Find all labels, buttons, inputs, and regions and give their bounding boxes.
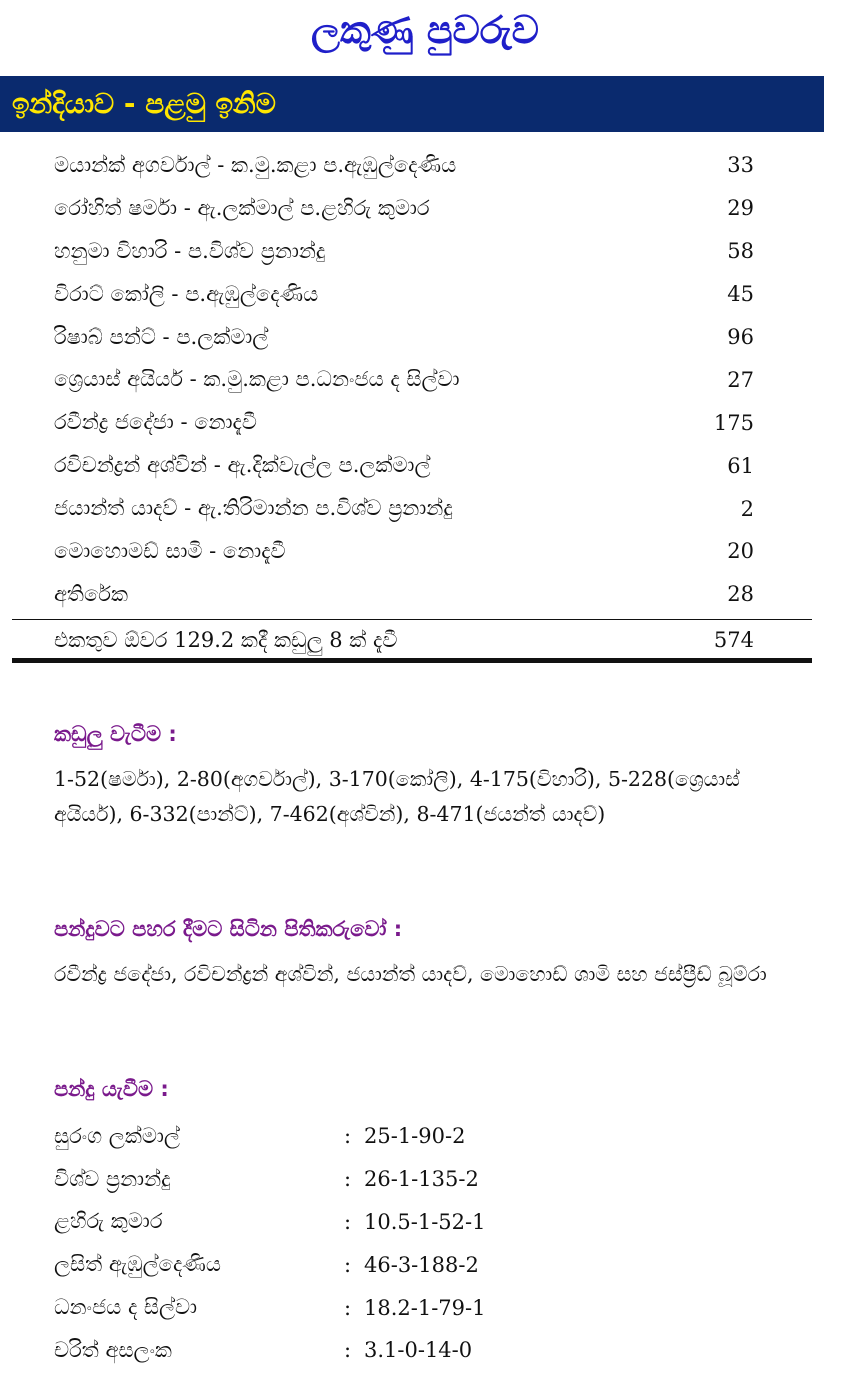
bowler-figures: 10.5-1-52-1 (364, 1209, 486, 1234)
extras-row (54, 573, 754, 616)
batting-row (54, 487, 754, 530)
batting-row (54, 401, 754, 444)
batsman-dismissal: ශ්‍රෙයාස් අයියර් - ක.මු.කළා ප.ධනංජය ද සිල්වා (54, 367, 460, 392)
bowling-heading: පන්දු යැවීම : (54, 1077, 169, 1101)
batting-row (54, 444, 754, 487)
bowler-figures: 25-1-90-2 (364, 1124, 466, 1149)
extras-runs: 28 (727, 582, 754, 607)
scorecard-bottom-rule (12, 658, 812, 663)
total-label: එකතුව ඕවර 129.2 කදී කඩුලු 8 ක් දැවී (54, 627, 398, 652)
batsman-runs: 27 (727, 367, 754, 392)
figures-separator: : (344, 1209, 352, 1234)
bowling-figures (54, 1115, 754, 1372)
batsman-runs: 20 (727, 539, 754, 564)
bowler-figures: 26-1-135-2 (364, 1167, 479, 1192)
batsman-runs: 58 (727, 239, 754, 264)
bowler-figures: 18.2-1-79-1 (364, 1295, 486, 1320)
batsman-dismissal: හනුමා විහාරි - ප.විශ්ව ප්‍රනාන්දු (54, 238, 326, 263)
batsman-runs: 175 (713, 410, 754, 435)
bowler-row (54, 1115, 754, 1158)
bowler-name: ධනංජය ද සිල්වා (54, 1295, 198, 1320)
batsman-runs: 61 (727, 453, 754, 478)
extras-label: අතිරේක (54, 581, 129, 606)
batting-row (54, 530, 754, 573)
bowler-row (54, 1158, 754, 1201)
bowler-name: සුරංග ලක්මාල් (54, 1123, 180, 1148)
bowler-name: ලසිත් ඇඹුල්දෙණිය (54, 1252, 221, 1277)
batsman-runs: 33 (727, 153, 754, 178)
batting-row (54, 230, 754, 273)
bowler-name: චරිත් අසලංක (54, 1337, 172, 1362)
yet-to-bat-heading: පන්දුවට පහර දීමට සිටින පිතිකරුවෝ : (54, 917, 403, 941)
innings-banner (0, 76, 824, 132)
batsman-runs: 45 (727, 282, 754, 307)
figures-separator: : (344, 1338, 352, 1363)
innings-title: ඉන්දියාව - පළමු ඉනිම (12, 87, 276, 120)
bowler-name: ළහිරු කුමාර (54, 1209, 163, 1234)
batting-row (54, 358, 754, 401)
figures-separator: : (344, 1252, 352, 1277)
total-row (54, 620, 754, 660)
batting-row (54, 187, 754, 230)
batting-scorecard (54, 144, 754, 616)
batsman-dismissal: රවීන්ද්‍ර ජදේජා - නොදැවී (54, 410, 257, 435)
bowler-row (54, 1329, 754, 1372)
batsman-dismissal: ජයාන්ත් යාදව් - ඇ.තිරිමාන්න ප.විශ්ව ප්‍රනාන්දු (54, 496, 453, 521)
bowler-figures: 3.1-0-14-0 (364, 1338, 473, 1363)
batting-row (54, 144, 754, 187)
yet-to-bat-text: රවීන්ද්‍ර ජදේජා, රවිචන්ද්‍රන් අශ්වින්, ජයාන්ත් යාදව්, මොහොඩ් ශාමි සහ ජස්ප්‍රීඩ් බූම්රා (54, 962, 767, 986)
batting-row (54, 316, 754, 359)
figures-separator: : (344, 1124, 352, 1149)
page-title: ලකුණු පුවරුව (311, 8, 539, 52)
batsman-dismissal: රිෂාබ් පන්ට් - ප.ලක්මාල් (54, 324, 269, 349)
bowler-row (54, 1201, 754, 1244)
figures-separator: : (344, 1167, 352, 1192)
bowler-name: විශ්ව ප්‍රනාන්දු (54, 1166, 171, 1191)
batsman-runs: 96 (727, 325, 754, 349)
bowler-figures: 46-3-188-2 (364, 1252, 479, 1277)
figures-separator: : (344, 1295, 352, 1320)
bowler-row (54, 1243, 754, 1286)
bowler-row (54, 1286, 754, 1329)
batsman-dismissal: මයාන්ක් අගර්වාල් - ක.මු.කළා ප.ඇඹුල්දෙණිය (54, 152, 457, 177)
batsman-dismissal: රවිචන්ද්‍රන් අශ්වින් - ඇ.දික්වැල්ල ප.ලක්මාල් (54, 453, 431, 478)
batsman-dismissal: විරාට් කෝලි - ප.ඇඹුල්දෙණිය (54, 281, 319, 306)
batsman-runs: 29 (727, 196, 754, 221)
total-runs: 574 (713, 628, 754, 652)
batsman-runs: 2 (740, 496, 754, 521)
fall-of-wickets-heading: කඩුලු වැටීම : (54, 722, 177, 746)
fall-of-wickets-text: 1-52(ෂර්මා), 2-80(අගර්වාල්), 3-170(කෝලි), 4-175(විහාරි), 5-228(ශ්‍රෙයාස් අයියර්), 6-332(පාන්ට්), 7-462(අශ්වින්), 8-471(ජයන්ත් යාදව්) (54, 767, 740, 826)
batting-row (54, 273, 754, 316)
batsman-dismissal: මොහොමඩ් සාමි - නොදැවී (54, 538, 286, 563)
batsman-dismissal: රෝහිත් ෂර්මා - ඇ.ලක්මාල් ප.ළහිරු කුමාර (54, 195, 430, 220)
